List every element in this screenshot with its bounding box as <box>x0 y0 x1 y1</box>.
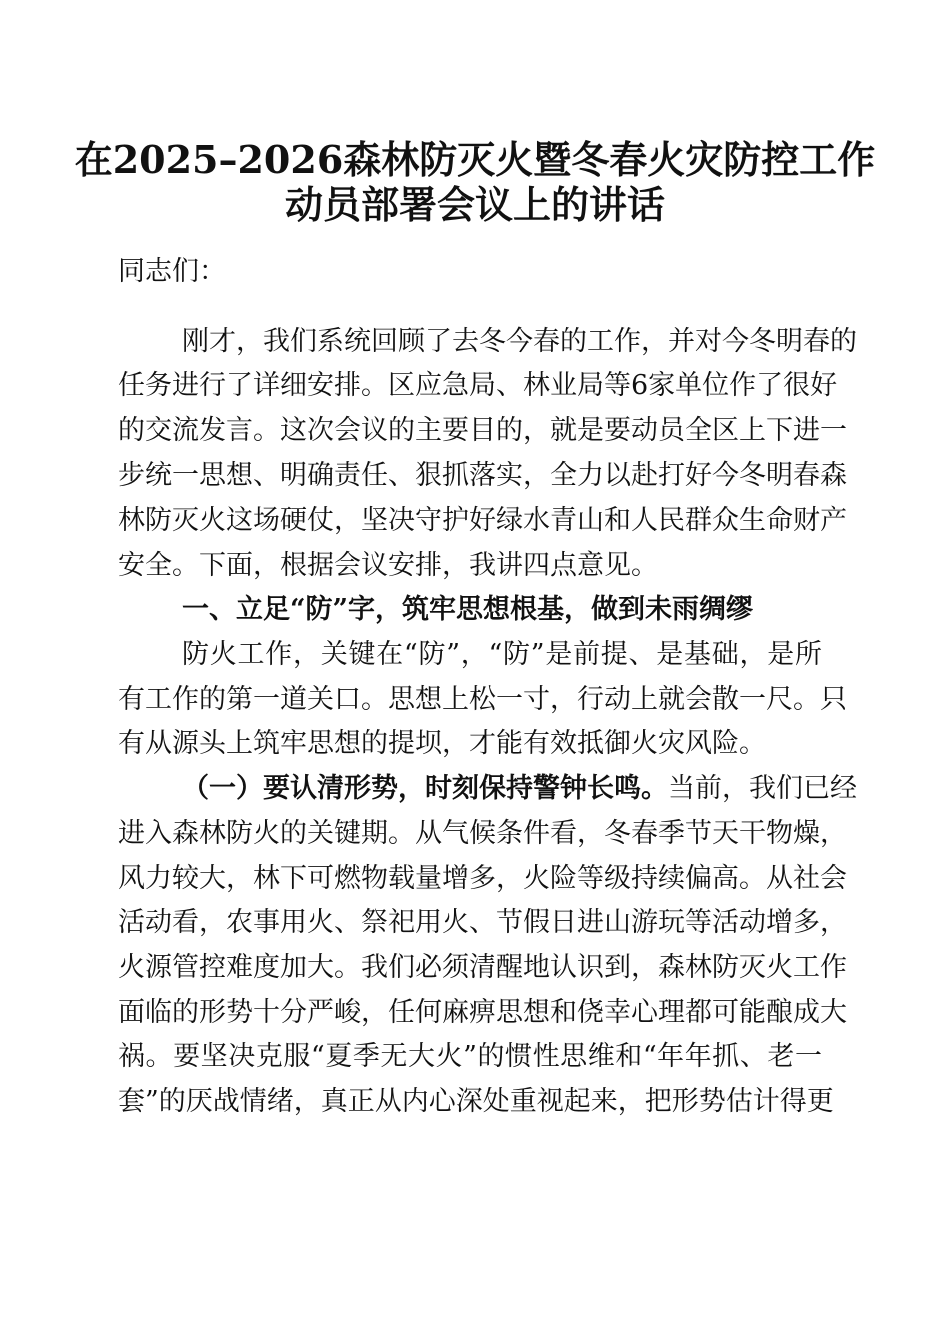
text-line: 任务进行了详细安排。区应急局、林业局等6家单位作了很好 <box>118 370 838 401</box>
text-line: 风力较大，林下可燃物载量增多，火险等级持续偏高。从社会 <box>118 863 847 894</box>
text-line: 安全。下面，根据会议安排，我讲四点意见。 <box>118 550 658 581</box>
text-line: 的交流发言。这次会议的主要目的，就是要动员全区上下进一 <box>118 415 847 446</box>
text-span: 当前，我们已经 <box>668 773 857 804</box>
text-line: 刚才，我们系统回顾了去冬今春的工作，并对今冬明春的 <box>182 326 857 357</box>
text-line: 面临的形势十分严峻，任何麻痹思想和侥幸心理都可能酿成大 <box>118 997 847 1028</box>
title-line-2: 动员部署会议上的讲话 <box>284 182 665 227</box>
title-line-1: 在2025–2026森林防灭火暨冬春火灾防控工作 <box>74 137 876 182</box>
text-line: 防火工作，关键在“防”，“防”是前提、是基础，是所 <box>182 639 822 670</box>
text-line: 有工作的第一道关口。思想上松一寸，行动上就会散一尺。只 <box>118 684 847 715</box>
salutation: 同志们： <box>118 256 226 287</box>
text-line: 火源管控难度加大。我们必须清醒地认识到，森林防灭火工作 <box>118 952 847 983</box>
text-line: 套”的厌战情绪，真正从内心深处重视起来，把形势估计得更 <box>118 1086 834 1117</box>
text-line: 步统一思想、明确责任、狠抓落实，全力以赴打好今冬明春森 <box>118 460 847 491</box>
section-heading-1: 一、立足“防”字，筑牢思想根基，做到未雨绸缪 <box>182 594 754 625</box>
text-line: 林防灭火这场硬仗，坚决守护好绿水青山和人民群众生命财产 <box>118 505 847 536</box>
text-line <box>182 767 857 811</box>
text-line: 活动看，农事用火、祭祀用火、节假日进山游玩等活动增多， <box>118 907 847 938</box>
subheading-lead: （一）要认清形势，时刻保持警钟长鸣。 <box>182 773 668 804</box>
text-line: 祸。要坚决克服“夏季无大火”的惯性思维和“年年抓、老一 <box>118 1041 822 1072</box>
text-line: 有从源头上筑牢思想的提坝，才能有效抵御火灾风险。 <box>118 728 766 759</box>
text-line: 进入森林防火的关键期。从气候条件看，冬春季节天干物燥， <box>118 818 847 849</box>
